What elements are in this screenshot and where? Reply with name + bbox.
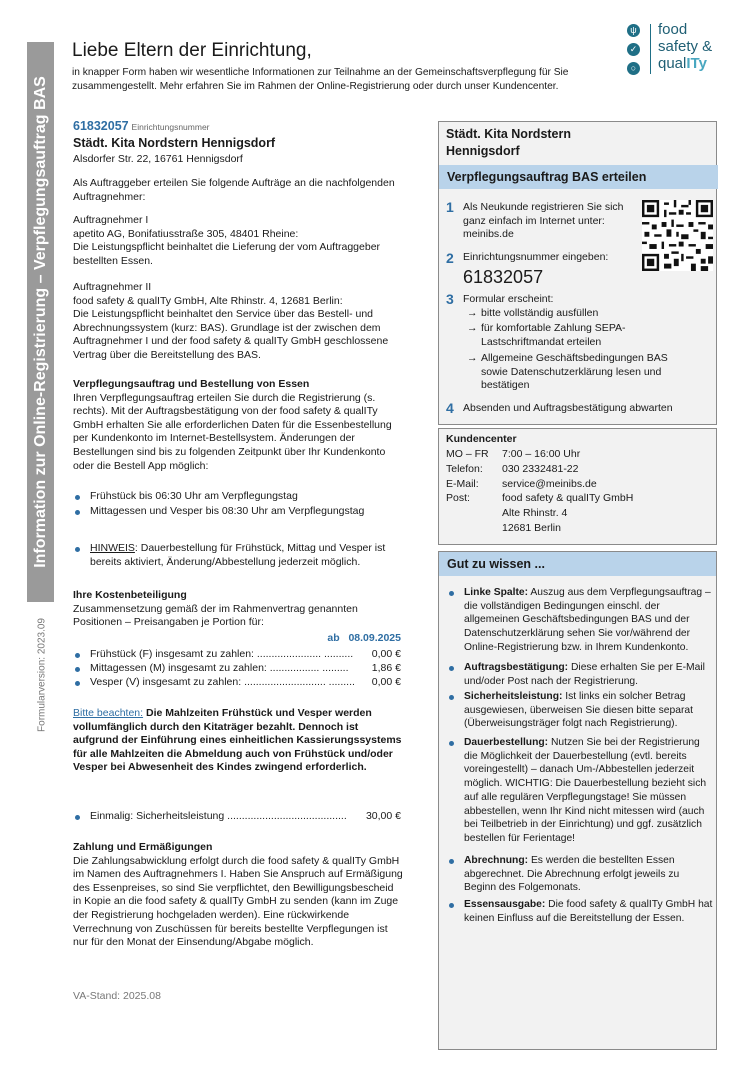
facility-number — [73, 120, 403, 135]
payment-section: Zahlung und Ermäßigungen Die Zahlungsabwicklung erfolgt durch die food safety & qualITy GmbH im Namen des Auftragnehmers I. Haben Sie Anspruch auf Ermäßigung des Essenpreises, so sind Sie verpflichtet, den Bewilligungsbescheid in Kopie an die food safety & qualITy GmbH zu senden (kann im Zuge der Registrierung hochgeladen werden). Eine rückwirkende Verrechnung von Zuschüssen für bereits bestellte Verpflegungen ist nur für den Monat der Einsendung/Abgabe möglich. — [73, 841, 403, 949]
step-3: Formular erscheint: — [463, 293, 554, 305]
step-4-number: 4 — [446, 400, 454, 416]
kc-label-hours: MO – FR — [446, 448, 489, 460]
costs-section: Ihre Kostenbeteiligung Zusammensetzung gemäß der im Rahmenvertrag genannten Positionen – Preisangaben je Portion für: — [73, 589, 358, 629]
step-2: Einrichtungsnummer eingeben: — [463, 251, 609, 263]
ordering-section: Verpflegungsauftrag und Bestellung von Essen Ihren Verpflegungsauftrag erteilen Sie durch die Registrierung (s. rechts). Mit der Auftragsbestätigung von der food safety & qualITy GmbH erhalten Sie alle erforderlichen Daten für die Essenbestellung per Kundenkonto im Internet-Bestellsystem. Änderungen der Bestellungen sind bis zu folgenden Zeitpunkt über Ihr Kundenkonto oder die Bestell App möglich: — [73, 378, 392, 472]
registration-box-title: Städt. Kita Nordstern Hennigsdorf — [446, 127, 572, 158]
deposit-row: Einmalig: Sicherheitsleistung ......................................... 30,00 € — [73, 810, 401, 824]
kc-value-email[interactable]: service@meinibs.de — [502, 478, 597, 490]
registration-band: Verpflegungsauftrag BAS erteilen — [439, 165, 718, 189]
kc-label-email: E-Mail: — [446, 478, 479, 490]
deadline-breakfast: Frühstück bis 06:30 Uhr am Verpflegungstag — [73, 490, 403, 504]
step-2-number: 2 — [446, 250, 454, 266]
good-to-know-title: Gut zu wissen ... — [439, 552, 716, 576]
gzw-item-5: Abrechnung: Es werden die bestellten Essen abgerechnet. Die Abrechnung erfolgt jeweils zu Beginn des Folgemonats. — [447, 854, 713, 895]
price-vesper: Vesper (V) insgesamt zu zahlen: ............................ ......... 0,00 € — [73, 676, 401, 690]
step-2-value: 61832057 — [463, 267, 544, 287]
form-version — [32, 610, 52, 740]
facility-name: Städt. Kita Nordstern Hennigsdorf — [73, 136, 276, 150]
intro-text: in knapper Form haben wir wesentliche Informationen zur Teilnahme an der Gemeinschaftsverpflegung für Sie zusammengestellt. Mehr erfahren Sie im Rahmen der Online-Registrierung oder durch unser Kundencenter. — [72, 67, 569, 92]
form-version-text: Formularversion: 2023.09 — [36, 618, 48, 732]
facility-address: Alsdorfer Str. 22, 16761 Hennigsdorf — [73, 153, 243, 165]
side-title-band — [27, 42, 54, 602]
logo-divider — [650, 24, 651, 74]
gzw-item-4: Dauerbestellung: Nutzen Sie bei der Registrierung die Möglichkeit der Dauerbestellung (evtl. bereits voreingestellt) – danach Um-/Abbestellen jederzeit möglich. WICHTIG: Die Dauerbestellung bezieht sich auf alle regulären Verpflegungstage! Sie müssen abbestellen, wenn Ihr Kind nicht mitessen wird (auch bei Teilbetrieb in der Einrichtung) und ggf. zusätzlich bestellen für Ferientage! — [447, 736, 713, 846]
facility-number-value: 61832057 — [73, 119, 129, 133]
logo — [658, 21, 712, 72]
step-3-item-3: → Allgemeine Geschäftsbedingungen BAS sowie Datenschutzerklärung lesen und bestätigen — [467, 352, 697, 393]
kc-value-post-1: food safety & qualITy GmbH — [502, 492, 634, 504]
shield-check-icon: ✓ — [627, 43, 640, 56]
kc-value-post-2: Alte Rhinstr. 4 — [502, 507, 568, 519]
price-date: ab 08.09.2025 — [327, 632, 401, 644]
kc-label-phone: Telefon: — [446, 463, 483, 475]
va-stand: VA-Stand: 2025.08 — [73, 990, 161, 1002]
headline: Liebe Eltern der Einrichtung, — [72, 40, 312, 61]
contractor-1: Auftragnehmer I apetito AG, Bonifatiusstraße 305, 48401 Rheine: Die Leistungspflicht beinhaltet die Lieferung der vom Auftraggeber bestellten Essen. — [73, 214, 381, 267]
qr-code[interactable] — [642, 200, 713, 271]
step-4: Absenden und Auftragsbestätigung abwarten — [463, 402, 673, 414]
gzw-item-3: Sicherheitsleistung: Ist links ein solcher Betrag ausgewiesen, überweisen Sie diesen bitte separat (Überweisungsträger folgt nach Registrierung). — [447, 690, 713, 731]
intro-orders: Als Auftraggeber erteilen Sie folgende Aufträge an die nachfolgenden Auftragnehmer: — [73, 177, 395, 203]
side-title: Information zur Online-Registrierung – Verpflegungsauftrag BAS — [31, 76, 49, 568]
customer-center-title: Kundencenter — [446, 433, 517, 445]
gzw-item-1: Linke Spalte: Auszug aus dem Verpflegungsauftrag – die vollständigen Bedingungen einschl. der allgemeinen Geschäftsbedingungen BAS und der Datenschutzerklärung sehen Sie vor/während der Online-Registrierung bzw. in Ihrem Kundenkonto. — [447, 586, 713, 655]
logo-line-2: safety & — [658, 38, 713, 55]
price-breakfast: Frühstück (F) insgesamt zu zahlen: ...................... .......... 0,00 € — [73, 648, 401, 662]
gzw-item-6: Essensausgabe: Die food safety & qualITy GmbH hat keinen Einfluss auf die Bereitstellung der Essen. — [447, 898, 713, 925]
step-3-number: 3 — [446, 291, 454, 307]
facility-number-label: Einrichtungsnummer — [131, 122, 210, 132]
gzw-item-2: Auftragsbestätigung: Diese erhalten Sie per E-Mail und/oder Post nach der Registrierung. — [447, 661, 713, 688]
notice: Bitte beachten: Die Mahlzeiten Frühstück und Vesper werden vollumfänglich durch den Kitaträger bezahlt. Dennoch ist aufgrund der Einführung eines einheitlichen Kassierungssystems für alle Mahlzeiten die Abmeldung auch von Frühstück und/oder Vesper bei Abwesenheit des Kindes zwingend erforderlich. — [73, 707, 402, 774]
step-1: Als Neukunde registrieren Sie sich ganz einfach im Internet unter: meinibs.de — [463, 201, 624, 241]
step-1-number: 1 — [446, 199, 454, 215]
contractor-2: Auftragnehmer II food safety & qualITy GmbH, Alte Rhinstr. 4, 12681 Berlin: Die Leistungspflicht beinhaltet den Service über das Bestell- und Abrechnungssystem (kurz: BAS). Grundlage ist der zwischen dem Auftragnehmer I und der food safety & qualITy GmbH geschlossene Vertrag über die Bereitstellung des BAS. — [73, 281, 389, 361]
quality-seal-icon: ○ — [627, 62, 640, 75]
price-lunch: Mittagessen (M) insgesamt zu zahlen: ................. ......... 1,86 € — [73, 662, 401, 676]
deadline-lunch: Mittagessen und Vesper bis 08:30 Uhr am Verpflegungstag — [73, 505, 403, 519]
hint: HINWEIS: Dauerbestellung für Frühstück, Mittag und Vesper ist bereits aktiviert, Änderung/Abbestellung jederzeit möglich. — [73, 542, 403, 569]
kc-label-post: Post: — [446, 492, 470, 504]
step-3-item-2: → für komfortable Zahlung SEPA-Lastschriftmandat erteilen — [467, 322, 657, 349]
fork-icon: ψ — [627, 24, 640, 37]
logo-line-3: qualITy — [658, 55, 707, 72]
step-3-item-1: → bitte vollständig ausfüllen — [467, 307, 707, 321]
kc-value-hours: 7:00 – 16:00 Uhr — [502, 448, 581, 460]
logo-line-1: food — [658, 21, 688, 38]
logo-icons — [627, 24, 643, 81]
kc-value-post-3: 12681 Berlin — [502, 522, 561, 534]
kc-value-phone[interactable]: 030 2332481-22 — [502, 463, 579, 475]
